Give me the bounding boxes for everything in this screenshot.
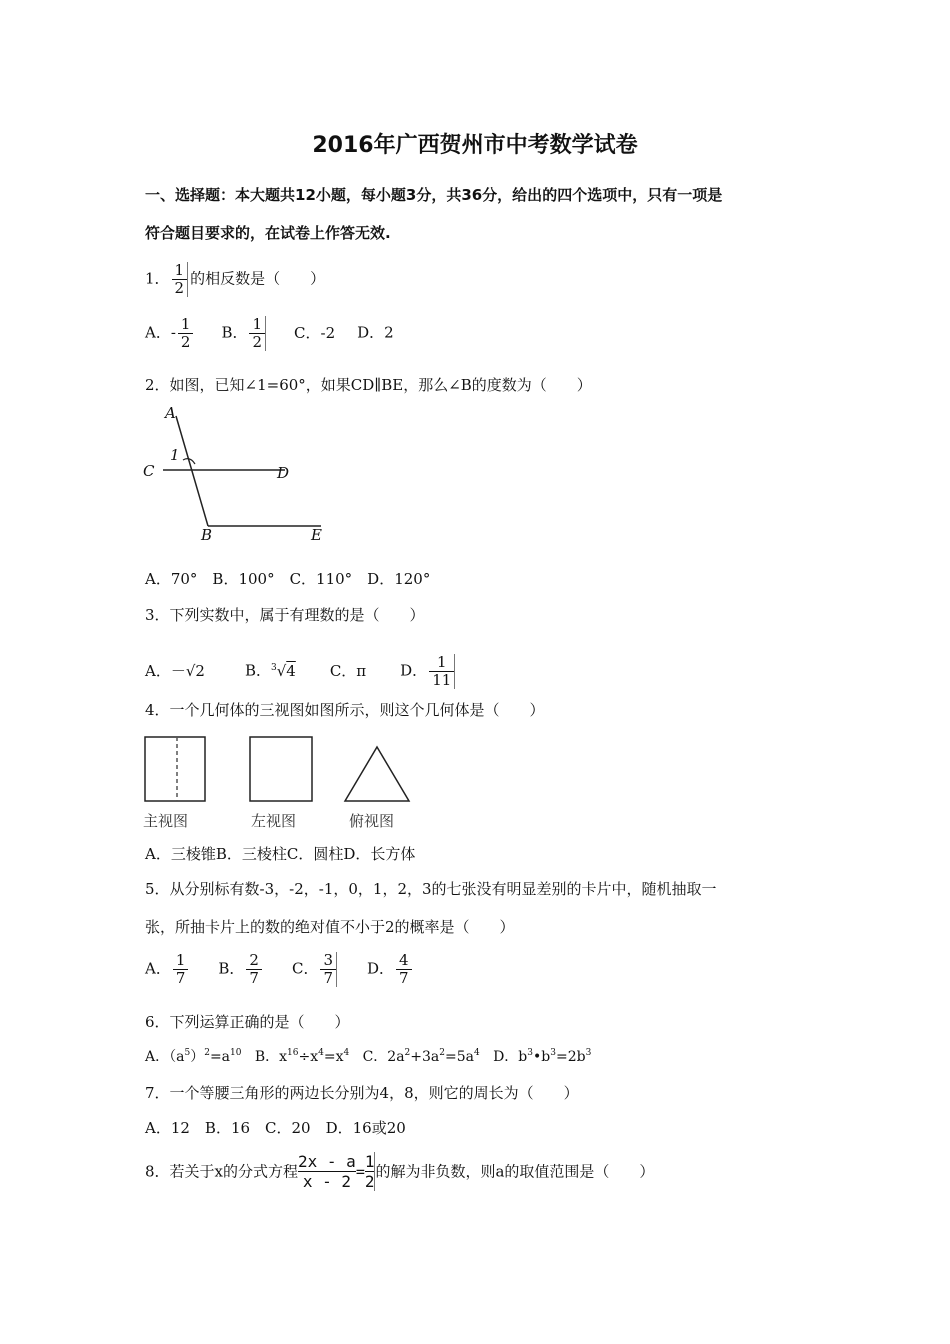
- question-8-prefix: 8．若关于x的分式方程: [145, 1162, 299, 1181]
- option-d-fraction: $\frac{1}{11}$: [429, 654, 455, 689]
- option-c-label: C．: [291, 959, 319, 978]
- angle-figure: [143, 404, 323, 546]
- option-b: B．$x^{16}\div x^4=x^4$: [254, 1048, 350, 1065]
- three-views-diagram: [143, 735, 413, 805]
- angle-label-1: 1: [170, 446, 180, 464]
- point-label-a: A: [165, 404, 176, 422]
- front-view-rect: [145, 737, 205, 801]
- question-4-stem: 4．一个几何体的三视图如图所示，则这个几何体是（ ）: [145, 701, 545, 719]
- question-3-stem: 3．下列实数中，属于有理数的是（ ）: [145, 606, 425, 624]
- fraction: $\frac{1}{2}$: [172, 262, 189, 297]
- option-b-label: B．: [244, 661, 271, 680]
- front-view-label: 主视图: [143, 812, 189, 830]
- point-label-e: E: [311, 526, 322, 544]
- option-d-label: D．: [367, 959, 395, 978]
- page-title: 2016年广西贺州市中考数学试卷: [312, 133, 638, 158]
- question-8: [145, 1152, 654, 1191]
- radicand: 4: [286, 661, 296, 680]
- option-c: C．-2: [294, 323, 336, 342]
- option-a-label: A．: [145, 959, 171, 978]
- question-7-options: A．12 B．16 C．20 D．16或20: [145, 1119, 406, 1137]
- question-5-line1: 5．从分别标有数-3，-2，-1，0，1，2，3的七张没有明显差别的卡片中，随机抽取一: [145, 880, 717, 898]
- question-6-stem: 6．下列运算正确的是（ ）: [145, 1013, 350, 1031]
- option-d-label: D．: [400, 661, 428, 680]
- question-5-line2: 张，所抽卡片上的数的绝对值不小于2的概率是（ ）: [145, 918, 515, 936]
- option-d: D．$b^3•b^3=2b^3$: [493, 1048, 592, 1065]
- question-1: [145, 262, 325, 297]
- option-c: C．π: [329, 661, 367, 680]
- point-label-d: D: [277, 464, 290, 482]
- question-3-options: [145, 654, 457, 689]
- option-b-label: B．: [218, 959, 245, 978]
- point-label-c: C: [143, 462, 155, 480]
- question-5-options: [145, 952, 414, 987]
- option-c: C．$2a^2+3a^2=5a^4$: [362, 1048, 480, 1065]
- option-d-fraction: $\frac{4}{7}$: [396, 952, 412, 987]
- question-stem: 的相反数是（ ）: [190, 269, 326, 288]
- section-instruction-line2: 符合题目要求的，在试卷上作答无效.: [145, 224, 391, 242]
- side-view-rect: [250, 737, 312, 801]
- question-2-stem: 2．如图，已知∠1=60°，如果CD∥BE，那么∠B的度数为（ ）: [145, 376, 592, 394]
- radical-index: 3: [270, 662, 277, 673]
- option-b-fraction: $\frac{1}{2}$: [249, 316, 266, 351]
- top-view-label: 俯视图: [349, 812, 395, 830]
- top-view-triangle: [345, 747, 409, 801]
- question-4-options: A．三棱锥B．三棱柱C．圆柱D．长方体: [145, 845, 416, 863]
- point-label-b: B: [201, 526, 213, 544]
- parallel-lines-diagram: [143, 404, 323, 546]
- equation-right-fraction: $\frac{1}{2}$: [364, 1152, 375, 1191]
- section-instruction-line1: 一、选择题：本大题共12小题，每小题3分，共36分，给出的四个选项中，只有一项是: [145, 186, 723, 204]
- question-7-stem: 7．一个等腰三角形的两边长分别为4，8，则它的周长为（ ）: [145, 1084, 579, 1102]
- option-b-radical: $^3$√4: [270, 661, 296, 680]
- option-c-fraction: $\frac{3}{7}$: [320, 952, 337, 987]
- equals-sign: =: [355, 1162, 365, 1181]
- option-a-fraction: $\frac{1}{2}$: [178, 316, 194, 351]
- three-views-figure: [143, 735, 413, 829]
- option-b-fraction: $\frac{2}{7}$: [246, 952, 262, 987]
- option-a-fraction: $\frac{1}{7}$: [173, 952, 189, 987]
- question-number: 1．: [145, 269, 170, 288]
- option-a-label: A．-: [145, 323, 176, 342]
- line-ab: [176, 416, 208, 526]
- question-2-options: A．70° B．100° C．110° D．120°: [145, 570, 431, 588]
- equation-left-fraction: $\frac{2x - a}{x - 2}$: [298, 1152, 356, 1191]
- option-b-label: B．: [221, 323, 248, 342]
- question-6-options: [145, 1048, 591, 1066]
- question-1-options: [145, 316, 394, 351]
- question-8-suffix: 的解为非负数，则a的取值范围是（ ）: [375, 1162, 655, 1181]
- option-a: A．$(a^5)^2=a^{10}$: [145, 1048, 242, 1065]
- option-a: A．－√2: [145, 661, 205, 680]
- side-view-label: 左视图: [251, 812, 297, 830]
- option-d: D．2: [357, 323, 394, 342]
